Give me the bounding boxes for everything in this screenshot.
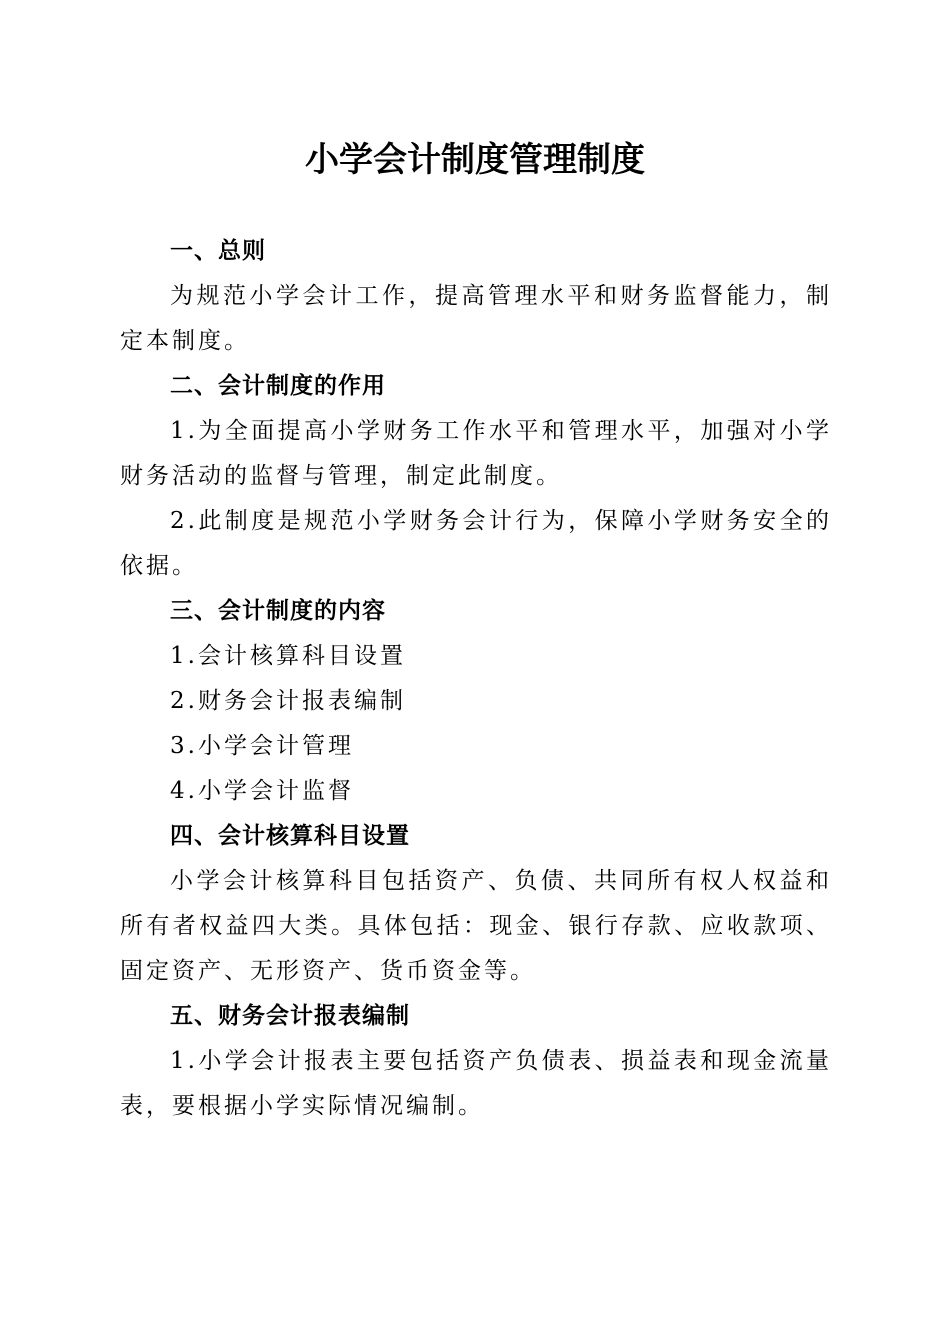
document-body [120, 229, 832, 1129]
list-item: 2.财务会计报表编制 [170, 688, 406, 714]
list-item: 4.小学会计监督 [170, 778, 354, 804]
section-heading: 一、总则 [170, 238, 266, 264]
section-heading: 四、会计核算科目设置 [170, 823, 410, 849]
document-title: 小学会计制度管理制度 [305, 140, 645, 180]
list-item: 1.会计核算科目设置 [170, 643, 406, 669]
paragraph: 2.此制度是规范小学财务会计行为，保障小学财务安全的依据。 [120, 508, 832, 579]
paragraph: 小学会计核算科目包括资产、负债、共同所有权人权益和所有者权益四大类。具体包括：现金、银行存款、应收款项、固定资产、无形资产、货币资金等。 [120, 868, 832, 984]
paragraph: 1.为全面提高小学财务工作水平和管理水平，加强对小学财务活动的监督与管理，制定此制度。 [120, 418, 832, 489]
paragraph: 为规范小学会计工作，提高管理水平和财务监督能力，制定本制度。 [120, 283, 832, 354]
section-heading: 五、财务会计报表编制 [170, 1003, 410, 1029]
list-item: 3.小学会计管理 [170, 733, 354, 759]
section-heading: 二、会计制度的作用 [170, 373, 386, 399]
paragraph: 1.小学会计报表主要包括资产负债表、损益表和现金流量表，要根据小学实际情况编制。 [120, 1048, 832, 1119]
section-heading: 三、会计制度的内容 [170, 598, 386, 624]
